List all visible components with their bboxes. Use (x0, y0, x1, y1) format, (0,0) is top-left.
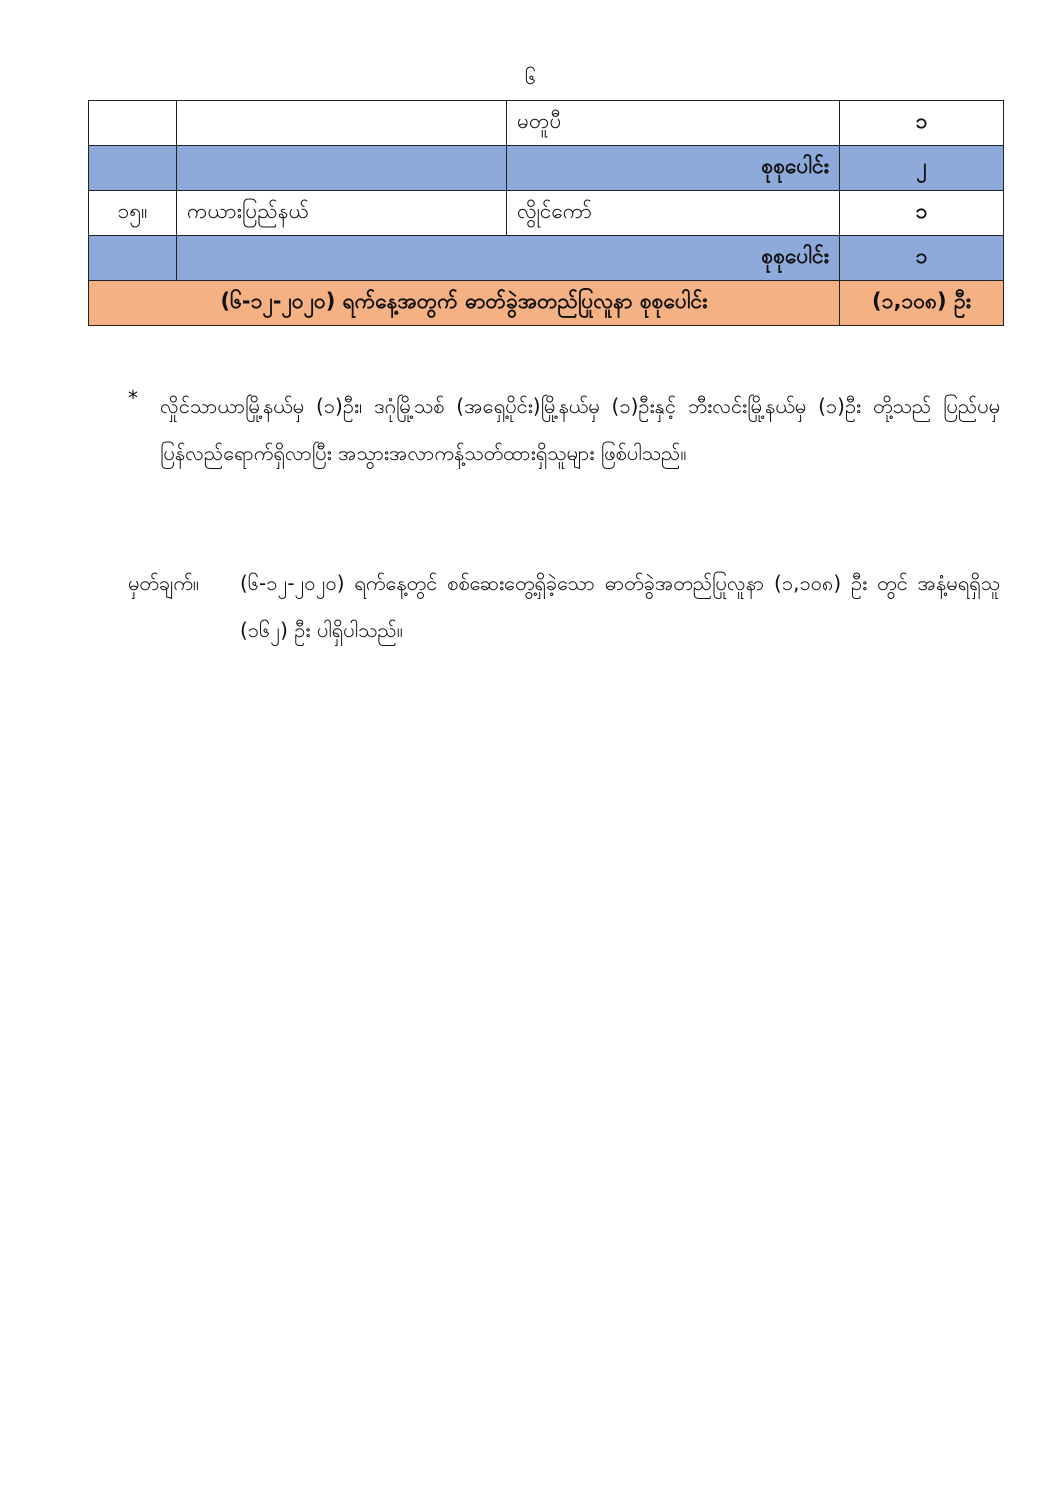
table-row (89, 191, 1004, 236)
empty-cell (89, 146, 177, 191)
count-cell: ၁ (840, 101, 1004, 146)
empty-cell (177, 146, 507, 191)
row-number-cell (89, 101, 177, 146)
empty-cell (89, 236, 177, 281)
footnote-text: လှိုင်သာယာမြို့နယ်မှ (၁)ဦး၊ ဒဂုံမြို့သစ် (အရှေ့ပိုင်း)မြို့နယ်မှ (၁)ဦးနှင့် ဘီးလင်းမြို့နယ်မှ (၁)ဦး တို့သည် ပြည်ပမှပြန်လည်ရောက်ရှိလာပြီး အသွားအလာကန့်သတ်ထားရှိသူများ ဖြစ်ပါသည်။ (160, 394, 1000, 465)
subtotal-count: ၁ (840, 236, 1004, 281)
case-count-table (88, 100, 1004, 326)
grand-total-row (89, 281, 1004, 326)
township-cell: လွိုင်ကော် (507, 191, 840, 236)
row-number-cell: ၁၅။ (89, 191, 177, 236)
remark-text: (၆-၁၂-၂၀၂၀) ရက်နေ့တွင် စစ်ဆေးတွေ့ရှိခဲ့သော ဓာတ်ခွဲအတည်ပြုလူနာ (၁,၁၀၈) ဦး တွင် အနံ့မရရှိသူ (၁၆၂) ဦး ပါရှိပါသည်။ (240, 571, 1000, 642)
count-cell: ၁ (840, 191, 1004, 236)
footnote-asterisk: * (128, 386, 138, 410)
remark-label: မှတ်ချက်။ (128, 571, 199, 595)
subtotal-row (89, 146, 1004, 191)
subtotal-label: စုစုပေါင်း (507, 146, 840, 191)
region-cell: ကယားပြည်နယ် (177, 191, 507, 236)
region-cell (177, 101, 507, 146)
subtotal-row (89, 236, 1004, 281)
grand-total-label: (၆-၁၂-၂၀၂၀) ရက်နေ့အတွက် ဓာတ်ခွဲအတည်ပြုလူနာ စုစုပေါင်း (89, 281, 840, 326)
township-cell: မတူပီ (507, 101, 840, 146)
grand-total-count: (၁,၁၀၈) ဦး (840, 281, 1004, 326)
subtotal-label: စုစုပေါင်း (177, 236, 840, 281)
page-number: ၆ (524, 65, 537, 89)
table-row (89, 101, 1004, 146)
subtotal-count: ၂ (840, 146, 1004, 191)
